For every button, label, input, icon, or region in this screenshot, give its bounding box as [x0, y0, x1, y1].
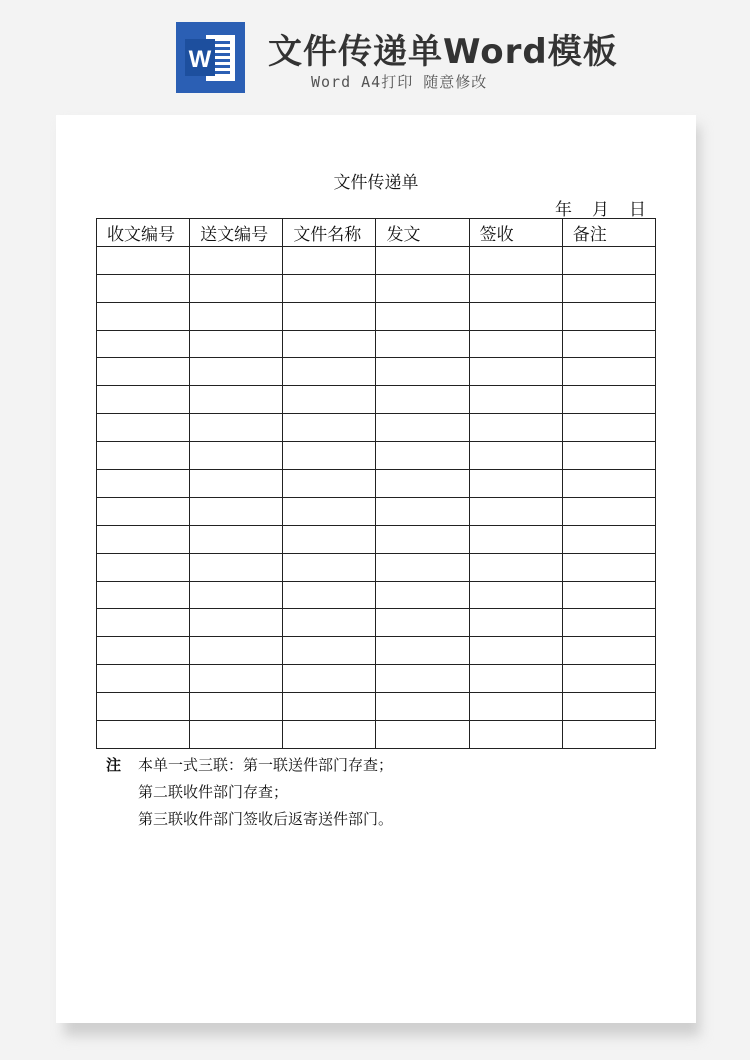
table-cell[interactable]	[469, 721, 562, 749]
table-cell[interactable]	[190, 386, 283, 414]
table-row	[97, 442, 656, 470]
word-logo-letter: W	[188, 46, 212, 73]
table-row	[97, 637, 656, 665]
page-title: 文件传递单Word模板	[268, 32, 618, 72]
table-cell[interactable]	[190, 414, 283, 442]
table-cell[interactable]	[97, 581, 190, 609]
table-cell[interactable]	[376, 553, 469, 581]
date-day-label: 日	[629, 200, 646, 220]
table-cell[interactable]	[190, 442, 283, 470]
table-cell[interactable]	[469, 581, 562, 609]
table-cell[interactable]	[562, 442, 655, 470]
table-cell[interactable]	[562, 721, 655, 749]
table-cell[interactable]	[469, 637, 562, 665]
table-row	[97, 665, 656, 693]
table-cell[interactable]	[469, 497, 562, 525]
table-cell[interactable]	[190, 302, 283, 330]
table-cell[interactable]	[97, 302, 190, 330]
table-cell[interactable]	[283, 525, 376, 553]
table-cell[interactable]	[190, 721, 283, 749]
table-cell[interactable]	[190, 246, 283, 274]
table-cell[interactable]	[97, 274, 190, 302]
table-cell[interactable]	[97, 693, 190, 721]
table-cell[interactable]	[97, 721, 190, 749]
table-cell[interactable]	[376, 637, 469, 665]
table-cell[interactable]	[562, 274, 655, 302]
table-cell[interactable]	[283, 693, 376, 721]
table-cell[interactable]	[97, 553, 190, 581]
table-row	[97, 525, 656, 553]
note-line: 第三联收件部门签收后返寄送件部门。	[138, 810, 394, 828]
table-cell[interactable]	[97, 442, 190, 470]
table-cell[interactable]	[469, 386, 562, 414]
table-cell[interactable]	[97, 470, 190, 498]
table-cell[interactable]	[376, 274, 469, 302]
table-row	[97, 274, 656, 302]
table-cell[interactable]	[376, 525, 469, 553]
table-cell[interactable]	[562, 581, 655, 609]
table-cell[interactable]	[469, 274, 562, 302]
date-line	[555, 195, 646, 220]
table-cell[interactable]	[283, 358, 376, 386]
column-header: 备注	[562, 219, 655, 247]
table-cell[interactable]	[376, 302, 469, 330]
table-cell[interactable]	[376, 497, 469, 525]
table-cell[interactable]	[376, 665, 469, 693]
table-row	[97, 470, 656, 498]
table-cell[interactable]	[469, 358, 562, 386]
table-cell[interactable]	[376, 693, 469, 721]
table-cell[interactable]	[283, 330, 376, 358]
column-header: 文件名称	[283, 219, 376, 247]
table-cell[interactable]	[562, 553, 655, 581]
table-cell[interactable]	[283, 470, 376, 498]
table-cell[interactable]	[469, 665, 562, 693]
table-cell[interactable]	[562, 665, 655, 693]
table-row	[97, 358, 656, 386]
table-cell[interactable]	[190, 470, 283, 498]
table-body	[97, 246, 656, 748]
table-cell[interactable]	[190, 330, 283, 358]
table-cell[interactable]	[190, 358, 283, 386]
table-cell[interactable]	[283, 442, 376, 470]
table-cell[interactable]	[97, 497, 190, 525]
table-cell[interactable]	[469, 609, 562, 637]
table-cell[interactable]	[97, 358, 190, 386]
table-cell[interactable]	[562, 693, 655, 721]
table-cell[interactable]	[283, 414, 376, 442]
table-cell[interactable]	[97, 386, 190, 414]
table-cell[interactable]	[97, 414, 190, 442]
table-row	[97, 246, 656, 274]
table-row	[97, 693, 656, 721]
table-row	[97, 497, 656, 525]
table-header-row	[97, 219, 656, 247]
table-cell[interactable]	[190, 274, 283, 302]
table-cell[interactable]	[190, 553, 283, 581]
table-row	[97, 721, 656, 749]
table-cell[interactable]	[283, 665, 376, 693]
table-cell[interactable]	[562, 302, 655, 330]
table-cell[interactable]	[469, 330, 562, 358]
table-cell[interactable]	[190, 497, 283, 525]
table-cell[interactable]	[562, 246, 655, 274]
table-cell[interactable]	[283, 581, 376, 609]
table-cell[interactable]	[469, 302, 562, 330]
table-cell[interactable]	[376, 581, 469, 609]
table-cell[interactable]	[97, 246, 190, 274]
table-cell[interactable]	[190, 525, 283, 553]
column-header: 收文编号	[97, 219, 190, 247]
page-subtitle: Word A4打印 随意修改	[311, 73, 488, 91]
table-cell[interactable]	[97, 609, 190, 637]
table-cell[interactable]	[283, 386, 376, 414]
table-cell[interactable]	[190, 693, 283, 721]
document-title: 文件传递单	[333, 173, 419, 193]
table-cell[interactable]	[283, 637, 376, 665]
table-row	[97, 302, 656, 330]
table-cell[interactable]	[283, 553, 376, 581]
table-cell[interactable]	[376, 470, 469, 498]
table-cell[interactable]	[376, 609, 469, 637]
table-row	[97, 414, 656, 442]
document-page	[56, 115, 696, 1023]
table-cell[interactable]	[190, 609, 283, 637]
table-cell[interactable]	[376, 246, 469, 274]
table-cell[interactable]	[283, 274, 376, 302]
table-cell[interactable]	[562, 414, 655, 442]
table-row	[97, 609, 656, 637]
column-header: 签收	[469, 219, 562, 247]
word-icon	[176, 22, 245, 93]
table-cell[interactable]	[562, 386, 655, 414]
table-cell[interactable]	[97, 330, 190, 358]
table-row	[97, 386, 656, 414]
table-cell[interactable]	[562, 497, 655, 525]
column-header: 送文编号	[190, 219, 283, 247]
table-cell[interactable]	[469, 525, 562, 553]
table-cell[interactable]	[376, 721, 469, 749]
table-cell[interactable]	[97, 665, 190, 693]
table-cell[interactable]	[469, 246, 562, 274]
column-header: 发文	[376, 219, 469, 247]
table-cell[interactable]	[283, 246, 376, 274]
table-cell[interactable]	[469, 470, 562, 498]
table-cell[interactable]	[97, 637, 190, 665]
table-cell[interactable]	[562, 330, 655, 358]
table-cell[interactable]	[376, 358, 469, 386]
table-row	[97, 330, 656, 358]
table-cell[interactable]	[376, 386, 469, 414]
table-cell[interactable]	[376, 414, 469, 442]
table-cell[interactable]	[562, 358, 655, 386]
table-row	[97, 553, 656, 581]
table-cell[interactable]	[562, 609, 655, 637]
table-cell[interactable]	[469, 414, 562, 442]
table-cell[interactable]	[283, 497, 376, 525]
table-cell[interactable]	[562, 637, 655, 665]
note-line: 第二联收件部门存查；	[138, 783, 289, 801]
table-cell[interactable]	[469, 442, 562, 470]
table-cell[interactable]	[283, 721, 376, 749]
table-cell[interactable]	[190, 581, 283, 609]
table-cell[interactable]	[562, 470, 655, 498]
table-cell[interactable]	[562, 525, 655, 553]
note-marker: 注	[106, 756, 122, 774]
table-cell[interactable]	[376, 330, 469, 358]
table-cell[interactable]	[283, 302, 376, 330]
table-cell[interactable]	[469, 553, 562, 581]
table-row	[97, 581, 656, 609]
note-line: 本单一式三联：第一联送件部门存查；	[138, 756, 394, 774]
transfer-table	[96, 218, 656, 749]
table-cell[interactable]	[190, 637, 283, 665]
table-cell[interactable]	[469, 693, 562, 721]
date-month-label: 月	[592, 200, 609, 220]
table-cell[interactable]	[376, 442, 469, 470]
table-cell[interactable]	[190, 665, 283, 693]
table-cell[interactable]	[283, 609, 376, 637]
template-header	[0, 0, 750, 110]
date-year-label: 年	[555, 200, 572, 220]
notes-section	[106, 752, 393, 833]
table-cell[interactable]	[97, 525, 190, 553]
